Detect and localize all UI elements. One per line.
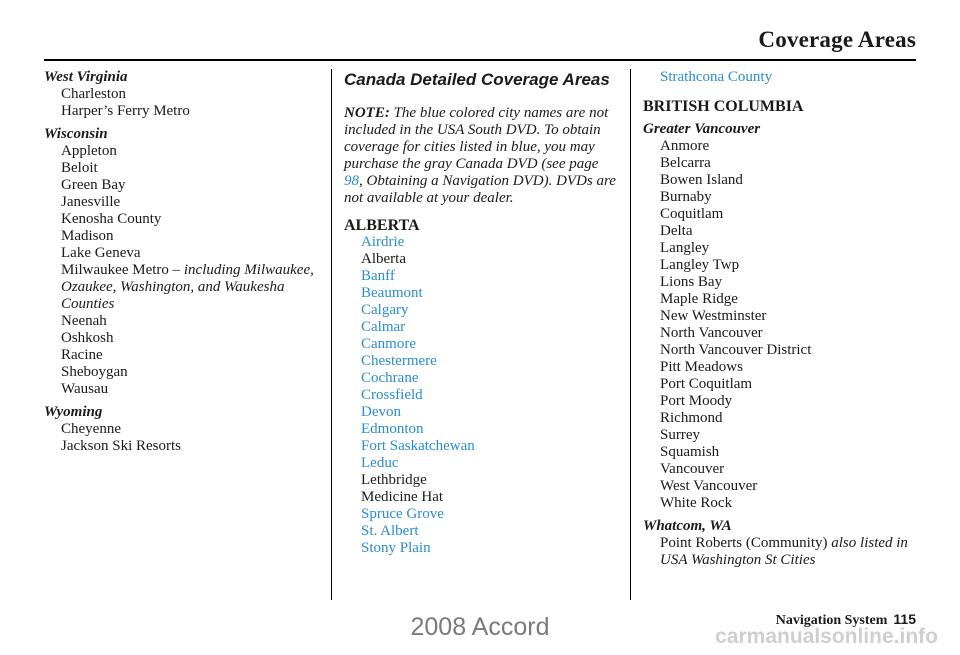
section-heading: Canada Detailed Coverage Areas — [344, 70, 610, 89]
region-heading-whatcom: Whatcom, WA — [643, 518, 732, 534]
list-item: Delta — [660, 223, 693, 239]
list-item: Calgary — [361, 302, 409, 318]
list-item: Cheyenne — [61, 421, 121, 437]
list-item: Canmore — [361, 336, 416, 352]
state-heading-wisconsin: Wisconsin — [44, 126, 108, 142]
state-heading-west-virginia: West Virginia — [44, 69, 128, 85]
list-item: Belcarra — [660, 155, 711, 171]
list-item: Medicine Hat — [361, 489, 444, 505]
list-item: Surrey — [660, 427, 700, 443]
list-item: Janesville — [61, 194, 121, 210]
list-item: Beaumont — [361, 285, 423, 301]
wyoming-list — [44, 421, 314, 455]
list-item: New Westminster — [660, 308, 767, 324]
list-item: Devon — [361, 404, 401, 420]
list-item: Chestermere — [361, 353, 437, 369]
list-item: Stony Plain — [361, 540, 431, 556]
list-item: Leduc — [361, 455, 399, 471]
list-item: Coquitlam — [660, 206, 724, 222]
list-item: Oshkosh — [61, 330, 114, 346]
list-item: Bowen Island — [660, 172, 743, 188]
list-item: Crossfield — [361, 387, 423, 403]
province-heading-british-columbia: BRITISH COLUMBIA — [643, 98, 804, 115]
list-item: Lions Bay — [660, 274, 723, 290]
point-roberts-note: also listed in USA Washington St Cities — [660, 535, 908, 568]
note-text-b: , Obtaining a Navigation DVD). DVDs are not available at your dealer. — [344, 173, 616, 206]
list-item: Neenah — [61, 313, 107, 329]
milwaukee-label: Milwaukee Metro – — [61, 262, 184, 278]
list-item: Calmar — [361, 319, 406, 335]
list-item: Banff — [361, 268, 395, 284]
list-item: Sheboygan — [61, 364, 128, 380]
wisconsin-list — [44, 143, 314, 398]
list-item-point-roberts — [660, 535, 918, 569]
list-item: Appleton — [61, 143, 117, 159]
list-item: Squamish — [660, 444, 720, 460]
milwaukee-note: including Milwaukee, Ozaukee, Washington, and Waukesha Counties — [61, 262, 314, 312]
region-heading-greater-vancouver: Greater Vancouver — [643, 121, 761, 137]
list-item: Racine — [61, 347, 103, 363]
column-2 — [344, 69, 620, 557]
list-item: Lethbridge — [361, 472, 427, 488]
list-item: Maple Ridge — [660, 291, 738, 307]
note-label: NOTE: — [344, 105, 390, 121]
greater-vancouver-list — [643, 138, 918, 512]
list-item: Alberta — [361, 251, 406, 267]
list-item: Harper’s Ferry Metro — [61, 103, 190, 119]
list-item: Edmonton — [361, 421, 424, 437]
list-item: Charleston — [61, 86, 126, 102]
list-item: Port Moody — [660, 393, 733, 409]
footer-section: Navigation System — [775, 613, 888, 628]
list-item: Langley — [660, 240, 710, 256]
list-item: Burnaby — [660, 189, 712, 205]
note-text-a: The blue colored city names are not included in the USA South DVD. To obtain coverage for cities listed in blue, you may purchase the gray Canada DVD (see page — [344, 105, 609, 172]
list-item: St. Albert — [361, 523, 419, 539]
list-item: North Vancouver — [660, 325, 763, 341]
whatcom-list — [643, 535, 918, 569]
page-reference-link[interactable]: 98 — [344, 173, 359, 189]
alberta-list-continued — [643, 69, 918, 86]
list-item: Jackson Ski Resorts — [61, 438, 181, 454]
west-virginia-list — [44, 86, 314, 120]
list-item: Pitt Meadows — [660, 359, 743, 375]
state-heading-wyoming: Wyoming — [44, 404, 103, 420]
list-item: Green Bay — [61, 177, 126, 193]
column-divider — [331, 69, 332, 600]
list-item: Langley Twp — [660, 257, 740, 273]
list-item: Spruce Grove — [361, 506, 444, 522]
list-item: Kenosha County — [61, 211, 162, 227]
list-item: Lake Geneva — [61, 245, 141, 261]
header-rule — [44, 59, 916, 61]
alberta-list — [344, 234, 620, 557]
column-divider — [630, 69, 631, 600]
list-item: Cochrane — [361, 370, 419, 386]
point-roberts-label: Point Roberts (Community) — [660, 535, 832, 551]
page-number: 115 — [893, 611, 916, 627]
list-item: Anmore — [660, 138, 710, 154]
watermark: 2008 Accord — [410, 613, 550, 641]
list-item: Beloit — [61, 160, 98, 176]
page-title: Coverage Areas — [758, 27, 916, 52]
dvd-note — [344, 105, 620, 207]
list-item: West Vancouver — [660, 478, 758, 494]
column-1 — [44, 69, 314, 455]
list-item-milwaukee — [61, 262, 314, 313]
list-item: Vancouver — [660, 461, 725, 477]
list-item: Port Coquitlam — [660, 376, 753, 392]
list-item: Fort Saskatchewan — [361, 438, 475, 454]
list-item: Strathcona County — [660, 69, 773, 85]
list-item: Richmond — [660, 410, 723, 426]
list-item: North Vancouver District — [660, 342, 812, 358]
column-3 — [643, 69, 918, 569]
list-item: Madison — [61, 228, 114, 244]
list-item: Wausau — [61, 381, 109, 397]
site-watermark: carmanualsonline.info — [715, 625, 938, 648]
list-item: Airdrie — [361, 234, 405, 250]
list-item: White Rock — [660, 495, 733, 511]
province-heading-alberta: ALBERTA — [344, 217, 420, 234]
